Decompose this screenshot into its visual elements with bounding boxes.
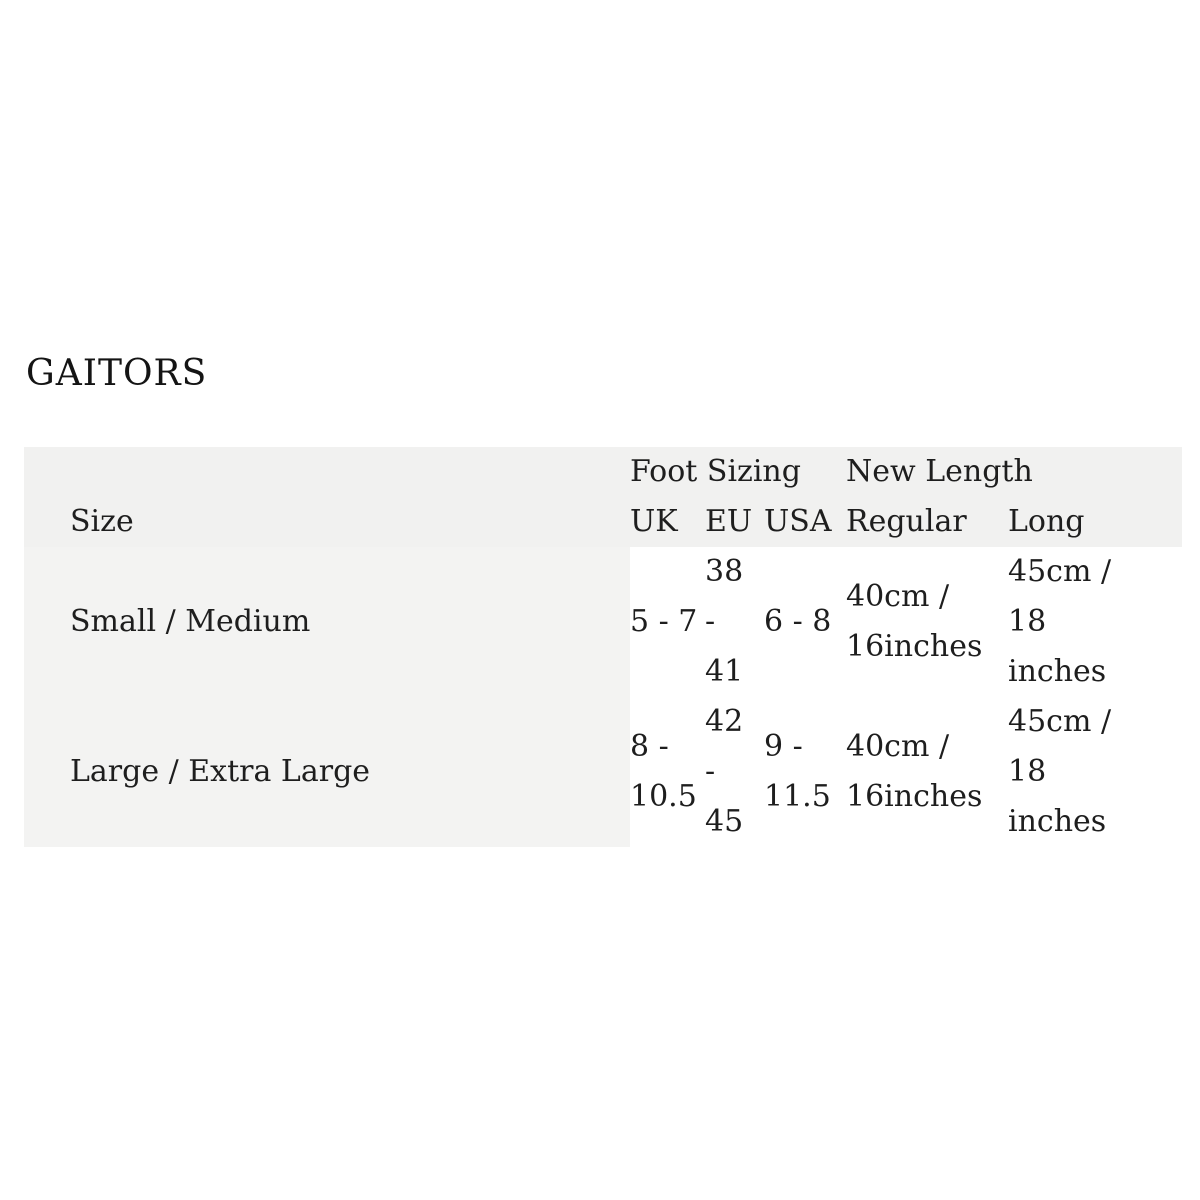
long-column-header: Long [1008, 504, 1085, 539]
eu-cell: 38 - 41 [705, 554, 744, 689]
usa-cell: 9 - 11.5 [764, 729, 831, 814]
page-title: GAITORS [26, 353, 208, 394]
size-column-header: Size [70, 504, 134, 539]
size-cell: Small / Medium [70, 604, 311, 639]
eu-column-header: EU [705, 504, 753, 539]
eu-cell: 42 - 45 [705, 704, 744, 839]
usa-cell: 6 - 8 [764, 604, 832, 639]
new-length-header: New Length [846, 454, 1033, 489]
regular-length-cell: 40cm / 16inches [846, 579, 983, 664]
long-length-cell: 45cm / 18 inches [1008, 554, 1112, 689]
size-column-background [24, 547, 630, 847]
size-cell: Large / Extra Large [70, 754, 371, 789]
long-length-cell: 45cm / 18 inches [1008, 704, 1112, 839]
foot-sizing-header: Foot Sizing [630, 454, 801, 489]
regular-length-cell: 40cm / 16inches [846, 729, 983, 814]
uk-cell: 8 - 10.5 [630, 729, 697, 814]
regular-column-header: Regular [846, 504, 967, 539]
usa-column-header: USA [764, 504, 832, 539]
uk-column-header: UK [630, 504, 678, 539]
uk-cell: 5 - 7 [630, 604, 698, 639]
